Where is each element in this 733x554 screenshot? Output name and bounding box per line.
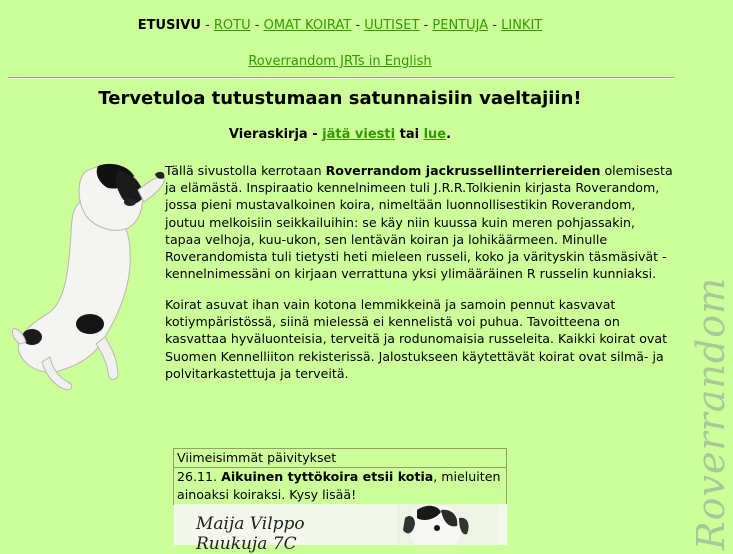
guestbook-row bbox=[0, 127, 680, 142]
side-logo-text: Roverrandom bbox=[689, 276, 733, 550]
nav-separator: - bbox=[423, 18, 429, 33]
english-link-row bbox=[0, 54, 680, 69]
page-title: Tervetuloa tutustumaan satunnaisiin vaeltajiin! bbox=[98, 88, 582, 109]
main-nav bbox=[0, 17, 680, 35]
roverrandom-side-logo bbox=[683, 276, 733, 550]
nav-link-omat-koirat[interactable]: OMAT KOIRAT bbox=[263, 18, 352, 33]
dogs-paragraph: Koirat asuvat ihan vain kotona lemmikkeinä ja samoin pennut kasvavat kotiympäristössä, siinä mielessä ei kennelistä voi puhua. Tavoitteena on kasvattaa hyväluonteisia, terveitä ja rodunomaisia russeleita. Kaikki koirat ovat Suomen Kennelliiton rekisterissä. Jalostukseen käytettävät koirat ovat silmä- ja polvitarkastettuja ja terveitä. bbox=[165, 297, 668, 381]
nav-link-rotu[interactable]: ROTU bbox=[213, 18, 251, 33]
nav-separator: - bbox=[355, 18, 361, 33]
guestbook-label: Vieraskirja bbox=[228, 127, 308, 142]
guestbook-or: tai bbox=[399, 127, 420, 142]
guestbook-read-link[interactable]: lue bbox=[423, 127, 447, 142]
english-version-link[interactable]: Roverrandom JRTs in English bbox=[248, 54, 432, 69]
intro-kennel-name: Roverrandom jackrussellinterriereiden bbox=[325, 163, 601, 178]
nav-separator: - bbox=[205, 18, 210, 33]
latest-updates-table bbox=[173, 448, 507, 505]
nav-link-uutiset[interactable]: UUTISET bbox=[364, 18, 420, 33]
horizontal-divider bbox=[8, 77, 674, 79]
update-title: Aikuinen tyttökoira etsii kotia bbox=[221, 469, 434, 484]
contact-name: Maija Vilppo bbox=[196, 514, 305, 534]
nav-link-linkit[interactable]: LINKIT bbox=[501, 18, 543, 33]
updates-header: Viimeisimmät päivitykset bbox=[174, 449, 507, 468]
jumping-dog-image bbox=[10, 162, 170, 392]
nav-separator: - bbox=[492, 18, 497, 33]
update-text: , mieluiten ainoaksi koiraksi. Kysy lisää! bbox=[177, 469, 501, 502]
update-entry bbox=[174, 468, 507, 505]
contact-card-text bbox=[196, 514, 305, 554]
update-date: 26.11. bbox=[177, 469, 218, 484]
intro-paragraph bbox=[165, 162, 675, 282]
nav-current-etusivu: ETUSIVU bbox=[137, 18, 201, 33]
contact-card-image bbox=[174, 504, 507, 554]
puppy-photo bbox=[397, 504, 497, 545]
intro-text-end: olemisesta ja elämästä. Inspiraatio kennelnimeen tuli J.R.R.Tolkienin kirjasta Roverandom, jossa pieni mustavalkoinen koira, nimeltään luonnollisestikin Roverandom, joutuu melkoisiin seikkailuihin: se käy niin kuussa kuin meren pohjassakin, tapaa velhoja, kuu-ukon, sen lentävän koiran ja lohikäärmeen. Minulle Roverandomista tuli tietysti heti mieleen russeli, koko ja värityskin täsmäsivät - kennelnimessäni on kirjaan verrattuna yksi ylimääräinen R russelin kunniaksi. bbox=[165, 163, 673, 282]
intro-text-start: Tällä sivustolla kerrotaan bbox=[165, 163, 326, 178]
nav-link-pentuja[interactable]: PENTUJA bbox=[432, 18, 489, 33]
contact-address: Ruukuja 7C bbox=[196, 534, 297, 554]
nav-separator: - bbox=[254, 18, 260, 33]
guestbook-write-link[interactable]: jätä viesti bbox=[322, 127, 396, 142]
guestbook-dash: - bbox=[312, 127, 318, 142]
guestbook-period: . bbox=[446, 127, 452, 142]
